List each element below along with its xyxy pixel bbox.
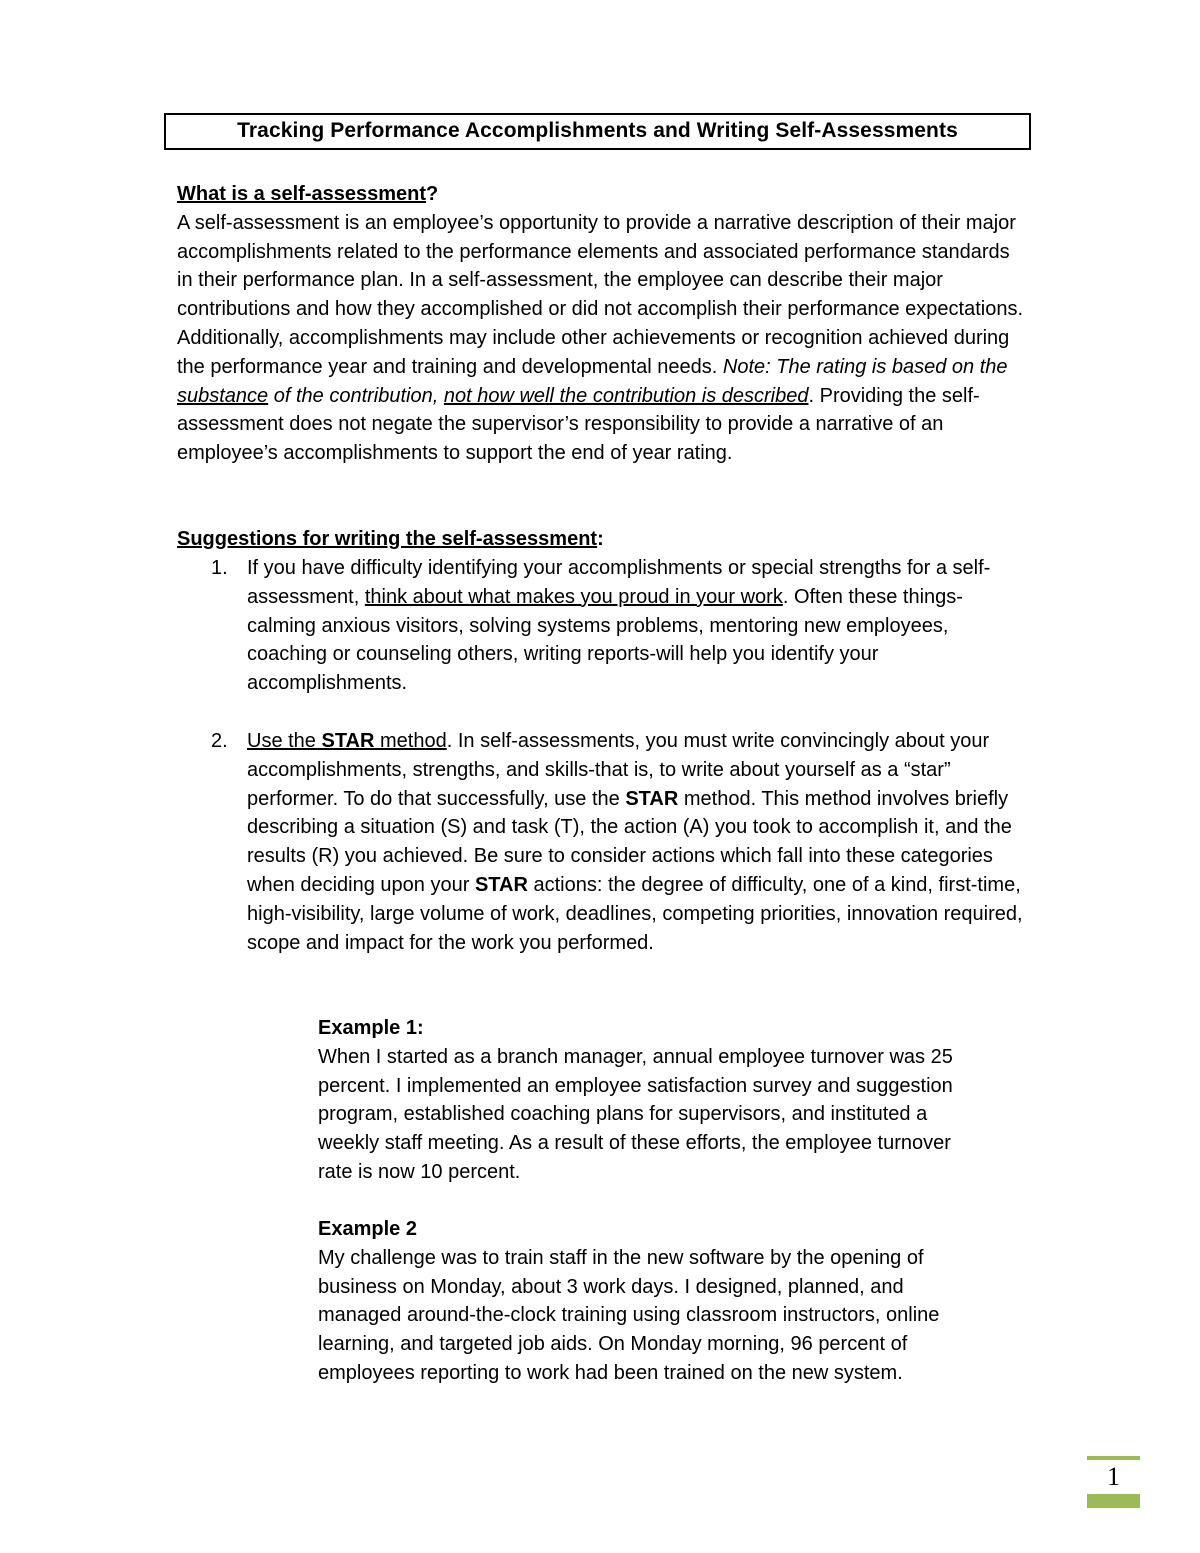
example-text: When I started as a branch manager, annual employee turnover was 25 percent. I implemented an employee satisfaction survey and suggestion program, established coaching plans for supervisors, and instituted a weekly staff meeting. As a result of these efforts, the employee turnover rate is now 10 percent. [318, 1045, 953, 1183]
list-item-text: Use the STAR method. In self-assessments, you must write convincingly about your accomplishments, strengths, and skills-that is, to write about yourself as a “star” performer. To do that successfully, use the STAR method. This method involves briefly describing a situation (S) and task (T), the action (A) you took to accomplish it, and the results (R) you achieved. Be sure to consider actions which fall into these categories when deciding upon your STAR actions: the degree of difficulty, one of a kind, first-time, high-visibility, large volume of work, deadlines, competing priorities, innovation required, scope and impact for the work you performed. [247, 730, 1023, 954]
example-block [318, 1215, 958, 1388]
list-item [177, 554, 1027, 698]
page-number [1087, 1456, 1140, 1508]
document-title: Tracking Performance Accomplishments and Writing Self-Assessments [164, 113, 1031, 150]
list-item-text: If you have difficulty identifying your accomplishments or special strengths for a self-assessment, think about what makes you proud in your work. Often these things- calming anxious visitors, solving systems problems, mentoring new employees, coaching or counseling others, writing reports-will help you identify your accomplishments. [247, 557, 991, 695]
example-heading: Example 2 [318, 1218, 417, 1240]
list-item [177, 727, 1027, 957]
section-heading: What is a self-assessment? [177, 183, 439, 205]
example-text: My challenge was to train staff in the new software by the opening of business on Monday, about 3 work days. I designed, planned, and managed around-the-clock training using classroom instructors, online learning, and targeted job aids. On Monday morning, 96 percent of employees reporting to work had been trained on the new system. [318, 1246, 940, 1384]
section-heading: Suggestions for writing the self-assessment: [177, 528, 604, 550]
example-heading: Example 1: [318, 1017, 424, 1039]
list-number: 1. [211, 557, 228, 579]
example-block [318, 1014, 958, 1187]
list-number: 2. [211, 730, 228, 752]
page-number-text: 1 [1107, 1462, 1120, 1491]
section-what-is-self-assessment [177, 180, 1027, 468]
section-paragraph: A self-assessment is an employee’s opportunity to provide a narrative description of their major accomplishments related to the performance elements and associated performance standards in their performance plan. In a self-assessment, the employee can describe their major contributions and how they accomplished or did not accomplish their performance expectations. Additionally, accomplishments may include other achievements or recognition achieved during the performance year and training and developmental needs. Note: The rating is based on the substance of the contribution, not how well the contribution is described. Providing the self-assessment does not negate the supervisor’s responsibility to provide a narrative of an employee’s accomplishments to support the end of year rating. [177, 211, 1024, 465]
page-number-rule [1087, 1456, 1140, 1460]
section-suggestions [177, 525, 1027, 554]
page-number-bar [1087, 1494, 1140, 1508]
